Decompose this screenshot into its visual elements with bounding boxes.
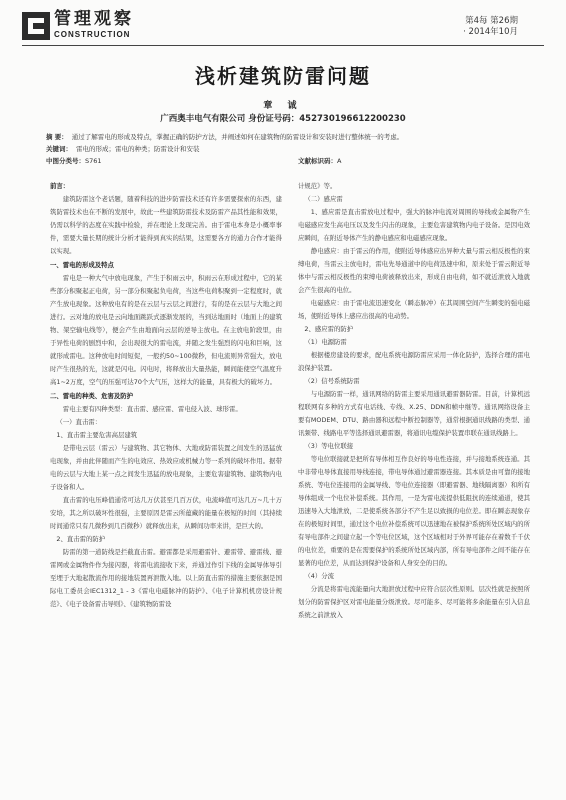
article-title: 浅析建筑防雷问题 <box>195 64 371 88</box>
keywords-line <box>46 144 536 154</box>
brand-name-cn: 管理观察 <box>54 9 134 29</box>
body-paragraph: 根据楼房建设的要求，配电系统电源防雷应采用一体化防护，选择合理的雷电浪保护装置。 <box>298 351 530 372</box>
body-paragraph: 雷电是一种大气中放电现象，产生于积雨云中，积雨云在形成过程中，它的某些部分积聚起正电荷，另一部分积聚起负电荷，当这些电荷积聚到一定程度时，就产生放电现象。这种放电有的是在云层与云层之间进行，有的是在云层与大地之间进行。云对地的放电是云向地面跳跃式逐渐发展的，当到达地面时（地面上的建筑物、架空输电线等），便会产生由地面向云层的逆导主放电。在主放电阶段里，由于异性电荷的剧烈中和，会出现很大的雷电流，并随之发生强烈的闪电和巨响，这就形成雷电。这种放电时间短促，一般约50~100微秒，但电流则异常强大，放电时产生很热的光，这就是闪电。闪电时，将释放出大量热能，瞬间能使空气温度升高1~2万度，空气的压强可达70个大气压，这样大的能量，具有极大的破坏力。 <box>50 274 282 386</box>
keywords-text: 雷电的形成；雷电的种类；防雷设计和安装 <box>76 145 200 153</box>
abstract-line <box>46 132 536 142</box>
body-paragraph: 是带电云层（雷云）与建筑物、其它物体、大地或防雷装置之间发生的迅猛放电现象，并由此伴随而产生的电效应、热效应或机械力等一系列的破坏作用。据带电的云层与大地上某一点之间发生迅猛的放电现象，主要危害建筑物、建筑物内电子设备和人。 <box>50 444 282 491</box>
body-paragraph: 与电源防雷一样，通讯网络的防雷主要采用通讯避雷器防雷。目前，计算机远程联网有多种的方式有电话线、专线、X.25、DDN和帧中继等。通讯网络设备主要有MODEM、DTU、路由器和远程中断控制器等，通常根据通讯线路的类型、通讯频带、线路电平等选择通讯避雷器，将通讯电缆保护装置串联在通讯线路上。 <box>298 390 530 437</box>
body-paragraph: 雷电主要有四种类型：直击雷、感应雷、雷电侵入波、球形雷。 <box>62 405 242 413</box>
header-divider <box>22 45 544 46</box>
body-paragraph: 电磁感应：由于雷电流迅速变化（瞬态脉冲）在其周围空间产生瞬变的强电磁场，使附近导体上感应出很高的电动势。 <box>298 299 530 320</box>
body-paragraph: 静电感应：由于雷云的作用，使附近导体感应出异种大量与雷云相反极性的束缚电荷，当雷云主放电时，雷电先导通道中的电荷迅速中和，原来处于雷云附近导体中与雷云相反极性的束缚电荷被释放出来，形成自由电荷，如不就近泄放入地就会产生很高的电位。 <box>298 247 530 294</box>
body-paragraph: 分流是将雷电流能量向大地泄放过程中应符合层次性原则。层次性就是按照所划分的防雷保护区对雷电能量分级泄放。尽可能多、尽可能将多余能量在引入信息系统之前泄放入 <box>298 585 530 619</box>
section-heading: （3）等电位联接 <box>304 442 354 450</box>
body-paragraph: 直击雷的电压峰值通常可达几万伏甚至几百万伏，电流峰值可达几万~几十万安培，其之所以破坏性很强，主要原因是雷云所蕴藏的能量在极短的时间（其持续时间通常只有几微秒到几百微秒）就释放出来，从瞬间功率来讲，是巨大的。 <box>50 496 282 530</box>
doc-code-line <box>298 156 341 165</box>
doc-code-label: 文献标识码： <box>298 157 337 165</box>
section-heading: 2、直击雷的防护 <box>56 535 106 543</box>
clc-value: S761 <box>85 157 102 165</box>
section-heading: 二、雷电的种类、危害及防护 <box>50 392 134 400</box>
clc-label: 中图分类号： <box>46 157 85 165</box>
abstract-text: 通过了解雷电的形成及特点，掌握正确的防护方法，并阐述如何在建筑物的防雷设计和安装时进行整体统一的考虑。 <box>71 133 404 141</box>
body-paragraph: 1、感应雷是直击雷放电过程中，强大的脉冲电流对周围的导线或金属物产生电磁感应发生高电压以及发生闪击的现象，主要危害建筑物内电子设备。是因电效应瞬间，在附近导体产生的静电感应和电磁感应现象。 <box>298 208 530 242</box>
section-heading: （一）直击雷： <box>56 418 102 426</box>
section-heading: 一、雷电的形成及特点 <box>50 261 114 269</box>
section-heading: 1、直击雷主要危害高层建筑 <box>56 431 138 439</box>
body-paragraph: 建筑防雷这个老话题，随着科技的进步防雷技术还有许多需要探索的东西，建筑防雷技术也在不断的发展中，故此一些建筑防雷技术及防雷产品其性能和效果，仍需以科学的态度在实践中检验，并在理论上发现完善。由于雷电本身是小概率事件，需要大量长期的统计分析才能得到真实的结果，这需要各方的通力合作才能得以实现。 <box>50 195 282 255</box>
section-heading: （4）分流 <box>304 572 335 580</box>
abstract-label: 摘 要： <box>46 133 68 141</box>
right-column <box>298 180 530 622</box>
section-heading: 2、感应雷的防护 <box>304 325 354 333</box>
journal-brand <box>54 10 134 39</box>
body-paragraph: 计规范》等。 <box>298 182 337 190</box>
keywords-label: 关键词： <box>46 145 72 153</box>
doc-code-value: A <box>337 157 342 165</box>
section-heading: （2）信号系统防雷 <box>304 377 360 385</box>
section-heading: 前言： <box>50 182 70 190</box>
issue-date: · 2014年10月 <box>463 27 518 37</box>
journal-logo-icon <box>22 12 50 40</box>
author-affiliation: 广西奥丰电气有限公司 身份证号码：452730196612200230 <box>160 114 406 124</box>
left-column <box>50 180 282 611</box>
body-paragraph: 防雷的第一道防线是拦截直击雷。避雷都是采用避雷针、避雷带、避雷线、避雷网或金属物件作为接闪器，将雷电流接收下来，并通过作引下线的金属导体导引至埋于大地起散流作用的接地装置再泄散入地。以上防直击雷的措施主要依据是国际电工委员会IEC1312_1 - 3《雷电电磁脉冲的防护》、《电子计算机机房设计规范》、《电子设备雷击导则》、《建筑物防雷设 <box>50 548 282 608</box>
section-heading: （二）感应雷 <box>304 195 343 203</box>
issue-number: 第4每 第26期 <box>465 16 518 26</box>
brand-name-en: CONSTRUCTION <box>54 30 131 39</box>
article-author: 章 诚 <box>263 101 303 111</box>
clc-line <box>46 156 102 165</box>
issue-info <box>463 16 518 38</box>
section-heading: （1）电源防雷 <box>304 338 347 346</box>
body-paragraph: 等电位联接就是把所有导体相互作良好的导电性连接，并与接地系统连通。其中非带电导体直接用导线连接，带电导体通过避雷器连接。其本质是由可靠的接地系统、等电位连接用的金属导线、等电位连接器（即避雷器、地线隔离器）和所有导体组成一个电位补偿系统。其作用，一是为雷电流提供低阻抗的连续通道，使其迅速导入大地泄放，二是使系统各部分不产生足以致损的电位差。即在瞬态现象存在的极短时间里，通过这个电位补偿系统可以迅速地在被保护系统所处区域内的所有导电部件之间建立起一个等电位区域，这个区域相对于外界可能存在着数千千伏的电位差，重要的是在需要保护的系统所处区域内部，所有导电部件之间不能存在显著的电位差，从而达到保护设备和人身安全的目的。 <box>298 455 530 567</box>
